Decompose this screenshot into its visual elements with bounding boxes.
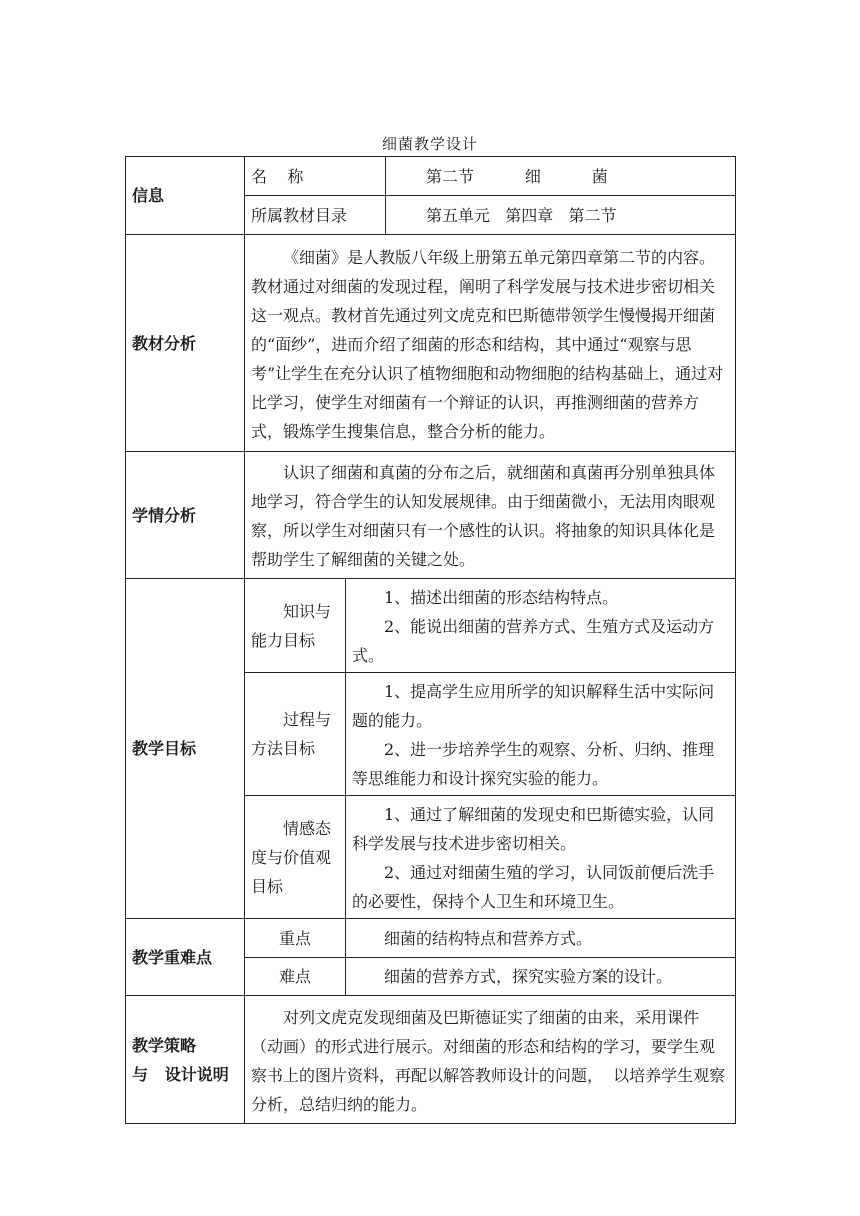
material-label: 教材分析 xyxy=(126,235,245,452)
goal-label-line1: 情感态 xyxy=(283,818,332,838)
info-label: 信息 xyxy=(126,157,245,235)
goals-label: 教学目标 xyxy=(126,579,245,919)
document-title: 细菌教学设计 xyxy=(381,135,478,153)
strategy-row xyxy=(126,996,736,1124)
material-text: 《细菌》是人教版八年级上册第五单元第四章第二节的内容。教材通过对细菌的发现过程，阐明了科学发展与技术进步密切相关这一观点。教材首先通过列文虎克和巴斯德带领学生慢慢揭开细菌的“面纱”，进而介绍了细菌的形态和结构，其中通过“观察与思考”让学生在充分认识了植物细胞和动物细胞的结构基础上，通过对比学习，使学生对细菌有一个辩证的认识，再推测细菌的营养方式，锻炼学生搜集信息，整合分析的能力。 xyxy=(251,247,724,441)
info-name-row xyxy=(126,157,736,196)
keypoint-row xyxy=(126,919,736,958)
goal-point: 2、进一步培养学生的观察、分析、归纳、推理等思维能力和设计探究实验的能力。 xyxy=(352,740,715,788)
learners-label: 学情分析 xyxy=(126,452,245,579)
goal-label-line2: 度与价值观 xyxy=(251,847,332,867)
strategy-label-line1: 教学策略 xyxy=(132,1035,197,1055)
goal-label-line1: 过程与 xyxy=(283,710,332,729)
goal-row-knowledge xyxy=(126,579,736,673)
learners-row xyxy=(126,452,736,579)
key-text: 细菌的结构特点和营养方式。 xyxy=(346,919,736,958)
learners-text: 认识了细菌和真菌的分布之后，就细菌和真菌再分别单独具体地学习，符合学生的认知发展规律。由于细菌微小，无法用肉眼观察，所以学生对细菌只有一个感性的认识。将抽象的知识具体化是帮助学生了解细菌的关键之处。 xyxy=(251,463,716,569)
goal-point: 1、描述出细菌的形态结构特点。 xyxy=(384,588,619,607)
goal-point: 2、能说出细菌的营养方式、生殖方式及运动方式。 xyxy=(352,617,715,665)
key-label: 重点 xyxy=(245,919,346,958)
goal-point: 2、通过对细菌生殖的学习，认同饭前便后洗手的必要性，保持个人卫生和环境卫生。 xyxy=(352,863,715,911)
difficulty-label: 难点 xyxy=(245,958,346,996)
catalog-value: 第五单元 第四章 第二节 xyxy=(386,196,736,235)
material-row xyxy=(126,235,736,452)
strategy-label-line2: 与 设计说明 xyxy=(132,1064,229,1084)
strategy-text: 对列文虎克发现细菌及巴斯德证实了细菌的由来，采用课件（动画）的形式进行展示。对细菌的形态和结构的学习，要学生观察书上的图片资料，再配以解答教师设计的问题， 以培养学生观察分析，总结归纳的能力。 xyxy=(251,1007,726,1114)
name-value: 第二节 细 菌 xyxy=(386,157,736,196)
goal-point: 1、提高学生应用所学的知识解释生活中实际问题的能力。 xyxy=(352,682,715,730)
goal-label-line3: 目标 xyxy=(251,876,284,896)
lesson-plan-table xyxy=(125,156,736,1124)
goal-point: 1、通过了解细菌的发现史和巴斯德实验，认同科学发展与技术进步密切相关。 xyxy=(352,805,715,853)
difficulty-text: 细菌的营养方式，探究实验方案的设计。 xyxy=(346,958,736,996)
goal-label-line2: 能力目标 xyxy=(251,630,316,650)
goal-label-line2: 方法目标 xyxy=(251,739,316,758)
keypoints-label: 教学重难点 xyxy=(126,919,245,996)
catalog-label: 所属教材目录 xyxy=(245,196,386,235)
name-label: 名 称 xyxy=(245,157,386,196)
goal-label-line1: 知识与 xyxy=(283,601,332,621)
